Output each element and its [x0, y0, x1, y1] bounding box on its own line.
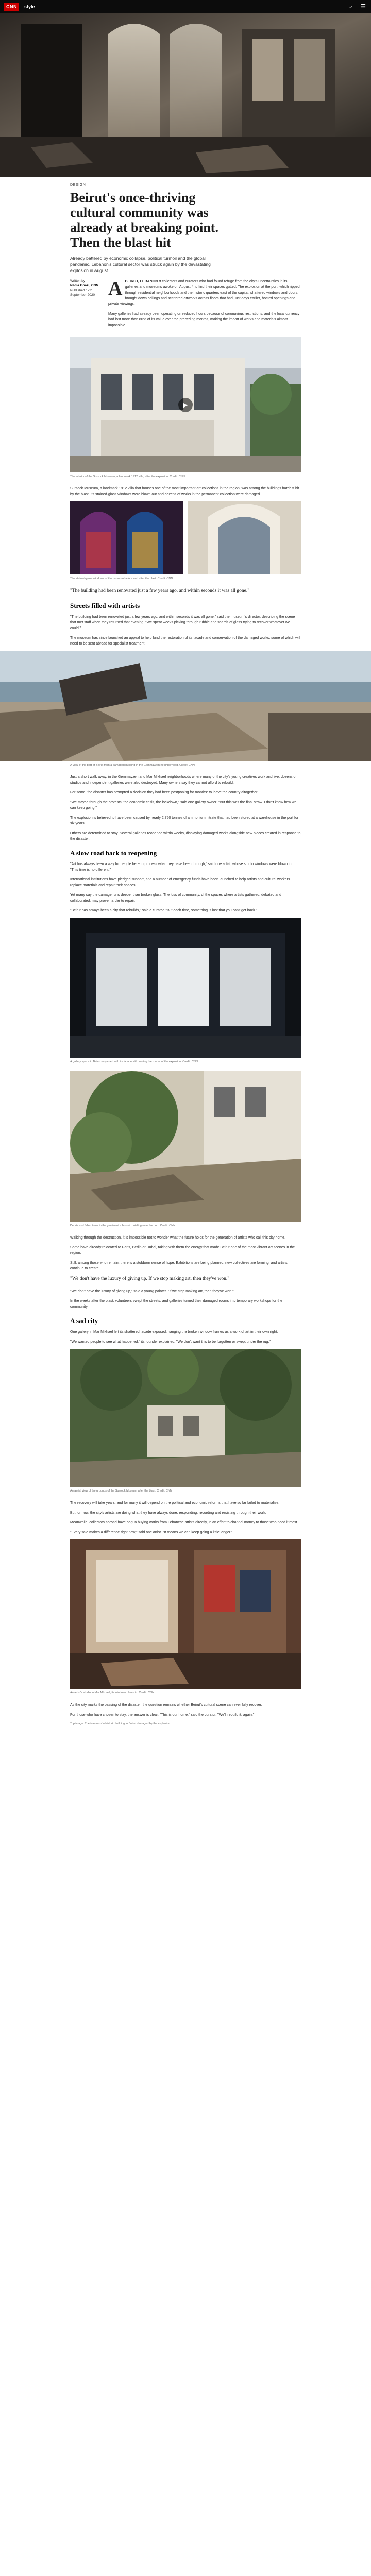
article-standfirst: Already battered by economic collapse, political turmoil and the global pandemic, Lebanon's cultural sector was struck again by the devastating explosion in August.	[70, 256, 211, 273]
publish-date: Published 17th September 2020	[70, 289, 95, 297]
image-caption: The interior of the Sursock Museum, a landmark 1912 villa, after the explosion. Credit: CNN	[70, 475, 185, 478]
article-paragraph: For those who have chosen to stay, the answer is clear. "This is our home," said the curator. "We'll rebuild it, again."	[70, 1713, 255, 1717]
stained-glass-pair	[70, 501, 301, 574]
search-icon[interactable]: ⌕	[349, 3, 353, 10]
aerial-grounds-image	[70, 1349, 301, 1487]
section-heading: Streets filled with artists	[70, 602, 140, 609]
drop-cap: A	[108, 278, 123, 299]
article-paragraph: Walking through the destruction, it is impossible not to wonder what the future holds for the generation of artists who call this city home.	[70, 1236, 286, 1240]
image-caption: A gallery space in Beirut reopened with its facade still bearing the marks of the explosion. Credit: CNN	[70, 1060, 198, 1063]
article-paragraph: "Beirut has always been a city that rebuilds," said a curator. "But each time, something is lost that you can't get back."	[70, 909, 258, 912]
pull-quote: "We don't have the luxury of giving up. If we stop making art, then they've won."	[70, 1276, 230, 1281]
article-paragraph: One gallery in Mar Mikhael left its shattered facade exposed, hanging the broken window frames as a work of art in their own right.	[70, 1330, 278, 1334]
article-paragraph: Sursock Museum, a landmark 1912 villa that houses one of the most important art collections in the region, was among the buildings hardest hit by the blast. Its stained-glass windows were blown out and dozens of works in the permanent collection were damaged.	[70, 487, 299, 496]
article-paragraph: But for now, the city's artists are doing what they have always done: responding, recording and resisting through their work.	[70, 1511, 266, 1515]
byline-block	[70, 279, 301, 332]
article-paragraph: For some, the disaster has prompted a decision they had been postponing for months: to leave the country altogether.	[70, 791, 258, 794]
pull-quote: "The building had been renovated just a few years ago, and within seconds it was all gone."	[70, 588, 250, 594]
section-heading: A sad city	[70, 1317, 98, 1325]
article-paragraph: The explosion is believed to have been caused by nearly 2,750 tonnes of ammonium nitrate that had been stored at a warehouse in the port for six years.	[70, 816, 299, 825]
article-paragraph: Meanwhile, collectors abroad have begun buying works from Lebanese artists directly, in an effort to channel money to those who need it most.	[70, 1521, 298, 1524]
image-caption: A view of the port of Beirut from a damaged building in the Gemmayzeh neighborhood. Credit: CNN	[70, 764, 195, 767]
article-kicker[interactable]: DESIGN	[70, 183, 86, 187]
stained-glass-after	[188, 501, 301, 574]
article-paragraph: "Art has always been a way for people here to process what they have been through," said one artist, whose studio windows were blown in. "This time is no different."	[70, 862, 293, 872]
site-header	[0, 0, 371, 13]
menu-icon[interactable]: ☰	[361, 3, 366, 10]
article-paragraph: Some have already relocated to Paris, Berlin or Dubai, taking with them the energy that made Beirut one of the most vibrant art scenes in the region.	[70, 1246, 295, 1255]
article-paragraph: Others are determined to stay. Several galleries reopened within weeks, displaying damaged works alongside new pieces created in response to the disaster.	[70, 832, 301, 841]
museum-video[interactable]	[70, 337, 301, 472]
port-view-image	[0, 651, 371, 761]
section-label[interactable]: style	[24, 4, 35, 9]
article-paragraph: Still, among those who remain, there is a stubborn sense of hope. Exhibitions are being planned, new collectives are forming, and artists continue to create.	[70, 1261, 288, 1270]
article-paragraph: In the weeks after the blast, volunteers swept the streets, and galleries turned their damaged rooms into temporary workshops for the community.	[70, 1299, 283, 1309]
studio-interior-image	[70, 1539, 301, 1689]
article-paragraph: International institutions have pledged support, and a number of emergency funds have been launched to help artists and cultural workers replace materials and repair their spaces.	[70, 878, 290, 887]
top-image-credit: Top image: The interior of a historic building in Beirut damaged by the explosion.	[70, 1722, 171, 1725]
article-headline: Beirut's once-thriving cultural community was already at breaking point. Then the blast hit	[70, 190, 218, 250]
dateline: BEIRUT, LEBANON	[125, 280, 158, 283]
byline-name[interactable]: Nadia Ghazi, CNN	[70, 284, 98, 287]
image-caption: An aerial view of the grounds of the Sursock Museum after the blast. Credit: CNN	[70, 1489, 172, 1493]
garden-debris-image	[70, 1071, 301, 1222]
section-heading: A slow road back to reopening	[70, 849, 157, 857]
stained-glass-before	[70, 501, 183, 574]
article-paragraph: Just a short walk away, in the Gemmayzeh and Mar Mikhael neighborhoods where many of the city's young creatives work and live, dozens of studios and independent galleries were also destroyed. Many owners say they cannot afford to rebuild.	[70, 775, 297, 785]
article-paragraph: Yet many say the damage runs deeper than broken glass. The loss of community, of the spaces where artists gathered, debated and collaborated, may prove harder to repair.	[70, 893, 282, 903]
article-paragraph: The museum has since launched an appeal to help fund the restoration of its facade and conservation of the damaged works, some of which will need to be sent abroad for specialist treatment.	[70, 636, 300, 646]
play-icon[interactable]: ▶	[178, 398, 193, 412]
article-paragraph: As the city marks the passing of the disaster, the question remains whether Beirut's cultural scene can ever fully recover.	[70, 1703, 262, 1707]
article-paragraph: "Every sale makes a difference right now," said one artist. "It means we can keep going a little longer."	[70, 1531, 233, 1534]
byline-label: Written by	[70, 279, 86, 283]
article-paragraph: "We stayed through the protests, the economic crisis, the lockdown," said one gallery owner. "But this was the final straw. I don't know how we can keep going."	[70, 801, 297, 810]
article-paragraph: ABEIRUT, LEBANON rt collectors and curators who had found refuge from the city's uncertainties in its galleries and museums awoke on August 4 to find their spaces gutted. The explosion at the port, which ripped through residential neighborhoods and the historic quarters east of the capital, shattered windows and doors, brought down ceilings and scattered artworks across floors that had, just days earlier, hosted openings and private viewings.	[108, 278, 300, 306]
image-caption: The stained-glass windows of the museum before and after the blast. Credit: CNN	[70, 577, 173, 580]
article-paragraph: The recovery will take years, and for many it will depend on the political and economic reforms that have so far failed to materialise.	[70, 1501, 280, 1505]
article-paragraph: "We don't have the luxury of giving up," said a young painter. "If we stop making art, then they've won."	[70, 1290, 234, 1293]
hero-image	[0, 13, 371, 177]
image-caption: Debris and fallen trees in the garden of a historic building near the port. Credit: CNN	[70, 1224, 176, 1227]
cnn-logo[interactable]: CNN	[4, 3, 19, 11]
article-paragraph: "We wanted people to see what happened," its founder explained. "We don't want this to be forgotten or swept under the rug."	[70, 1340, 271, 1344]
article-paragraph: "The building had been renovated just a few years ago, and within seconds it was all gone," said the museum's director, describing the scene that met staff when they returned that evening. "We spent weeks picking through rubble and shards of glass trying to recover whatever we could."	[70, 615, 295, 630]
gallery-facade-image	[70, 918, 301, 1058]
image-caption: An artist's studio in Mar Mikhael, its windows blown in. Credit: CNN	[70, 1691, 155, 1694]
article-paragraph: Many galleries had already been operating on reduced hours because of coronavirus restrictions, and the local currency had lost more than 80% of its value over the preceding months, making the import of works and materials almost impossible.	[108, 312, 300, 327]
